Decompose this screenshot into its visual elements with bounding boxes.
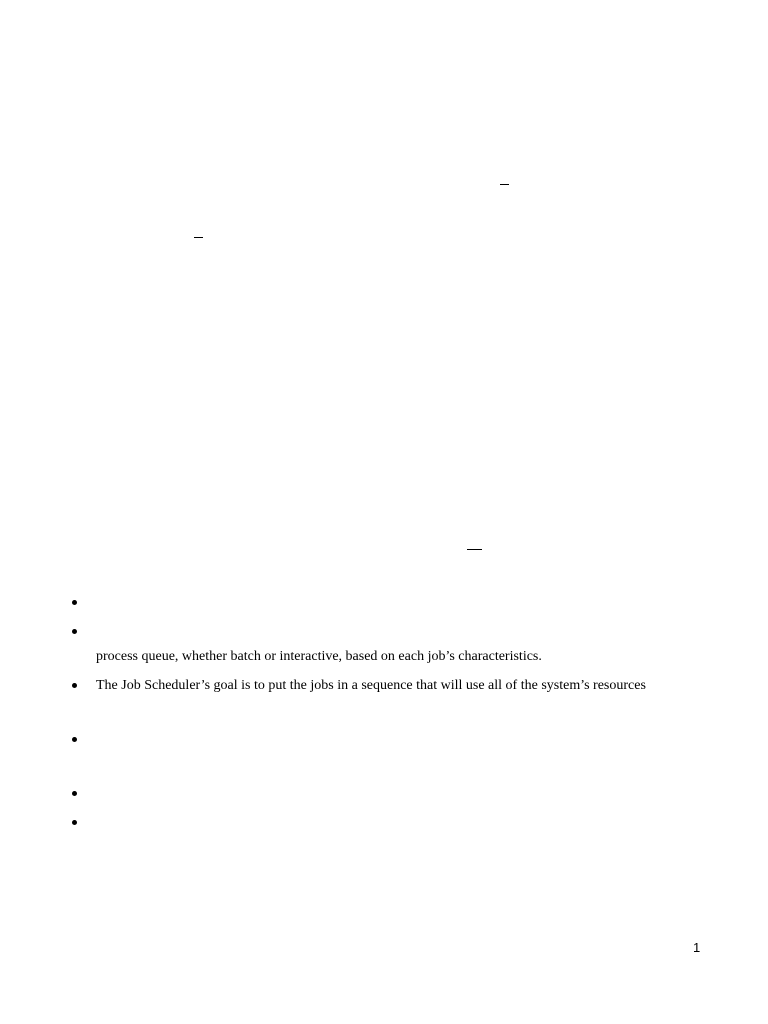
underline-mark — [194, 237, 203, 238]
underline-mark — [467, 549, 482, 550]
bullet-icon — [72, 820, 77, 825]
bullet-point — [72, 787, 77, 803]
paragraph-line: The Job Scheduler’s goal is to put the jobs in a sequence that will use all of the system’s resources — [96, 678, 646, 693]
bullet-icon — [72, 737, 77, 742]
bullet-icon — [72, 600, 77, 605]
underline-mark — [500, 184, 509, 185]
bullet-icon — [72, 791, 77, 796]
bullet-point — [72, 816, 77, 832]
bullet-point — [72, 596, 77, 612]
bullet-icon — [72, 629, 77, 634]
bullet-point — [72, 625, 77, 641]
paragraph-line: process queue, whether batch or interactive, based on each job’s characteristics. — [96, 649, 542, 664]
bullet-icon — [72, 683, 77, 688]
bullet-point — [72, 679, 77, 695]
bullet-point — [72, 733, 77, 749]
page-number: 1 — [693, 940, 701, 955]
